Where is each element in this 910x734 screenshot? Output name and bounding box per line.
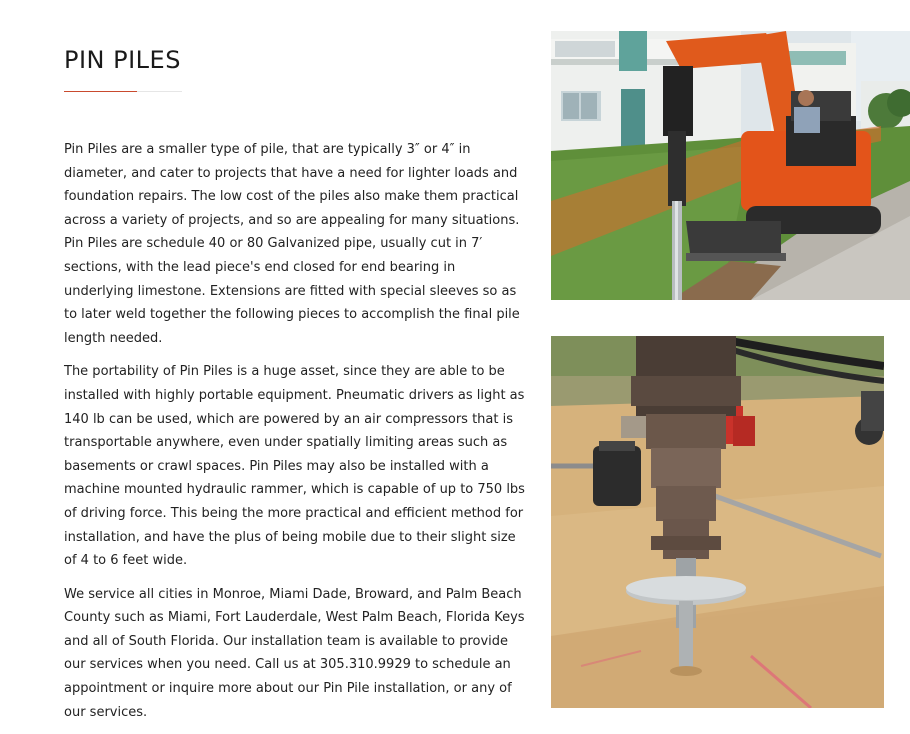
paragraph-portability: The portability of Pin Piles is a huge asset, since they are able to be installed with highly portable equipment. Pneumatic drivers as light as 140 lb can be used, which are powered by an air compressors that is transportable anywhere, even under spatially limiting areas such as basements or crawl spaces. Pin Piles may also be installed with a machine mounted hydraulic rammer, which is capable of up to 750 lbs of driving force. This being the more practical and efficient method for installation, and have the plus of being mobile due to their slight size of 4 to 6 feet wide.	[64, 364, 525, 569]
article-body	[64, 138, 526, 734]
helical-pile-photo	[551, 336, 884, 708]
excavator-photo	[551, 31, 910, 300]
page-title: PIN PILES	[64, 46, 181, 74]
title-divider-accent	[64, 91, 137, 92]
paragraph-service-area: We service all cities in Monroe, Miami Dade, Broward, and Palm Beach County such as Miami, Fort Lauderdale, West Palm Beach, Florida Keys and all of South Florida. Our installation team is available to provide our services when you need. Call us at 305.310.9929 to schedule an appointment or inquire more about our Pin Pile installation, or any of our services.	[64, 586, 525, 720]
title-divider	[64, 91, 182, 92]
paragraph-intro: Pin Piles are a smaller type of pile, that are typically 3″ or 4″ in diameter, and cater to projects that have a need for lighter loads and foundation repairs. The low cost of the piles also make them practical across a variety of projects, and so are appealing for many situations. Pin Piles are schedule 40 or 80 Galvanized pipe, usually cut in 7′ sections, with the lead piece's end closed for end bearing in underlying limestone. Extensions are fitted with special sleeves so as to later weld together the following pieces to accomplish the final pile length needed.	[64, 142, 520, 346]
